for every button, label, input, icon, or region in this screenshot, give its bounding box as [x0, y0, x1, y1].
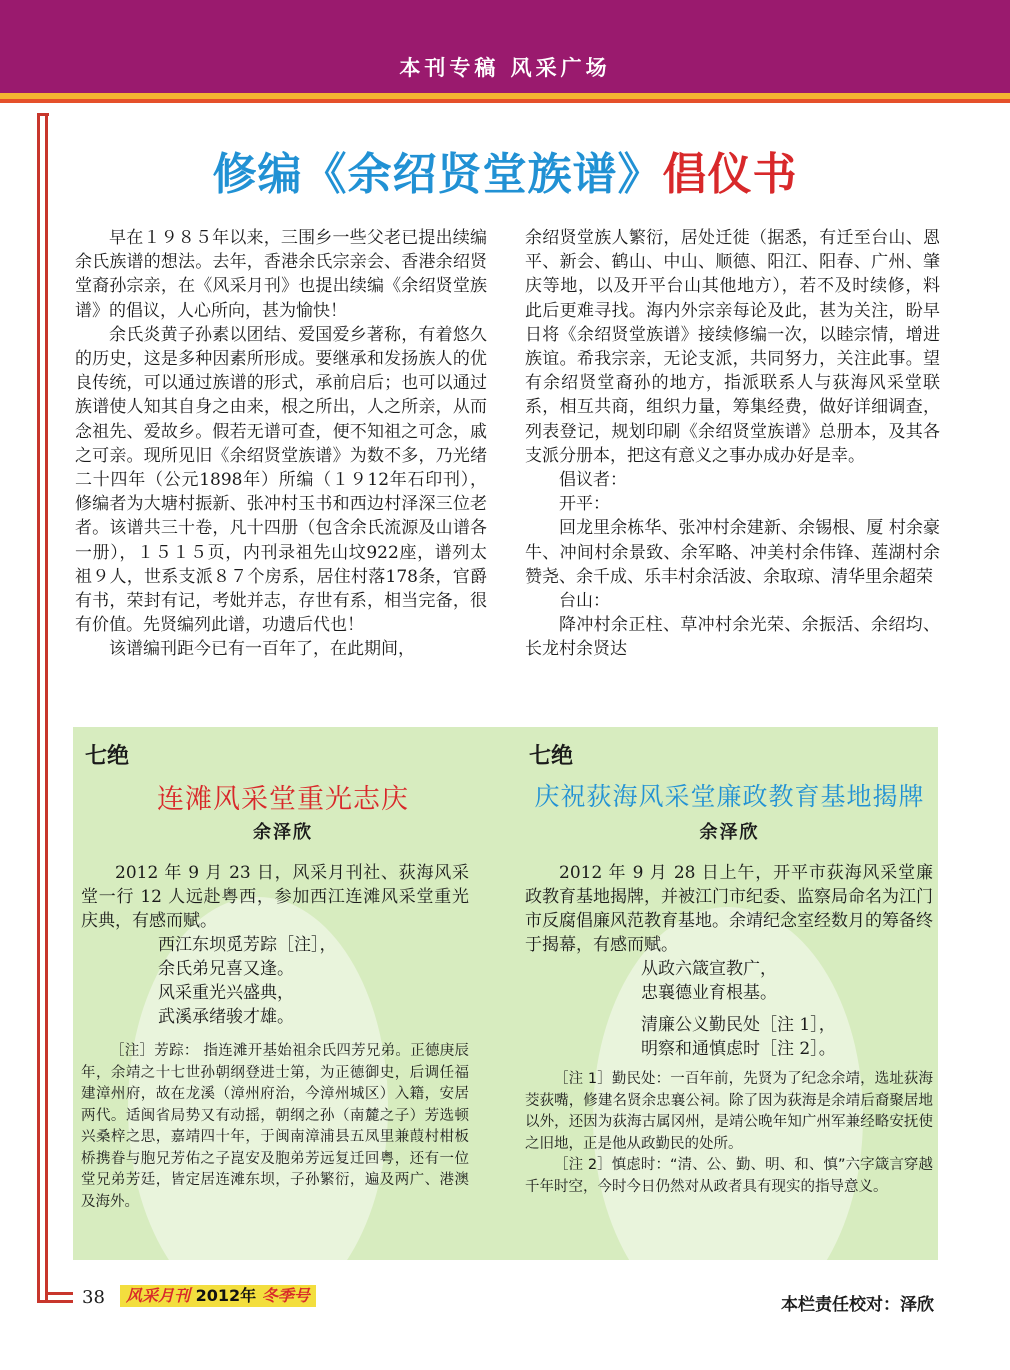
poem-title: 庆祝荻海风采堂廉政教育基地揭牌 [534, 782, 925, 811]
paragraph: 该谱编刊距今已有一百年了，在此期间， [109, 639, 415, 660]
signers-label: 倡议者： [559, 470, 627, 491]
poem-note [81, 1041, 469, 1213]
taishan-names: 降冲村余正柱、草冲村余光荣、余振活、余绍均、长龙村余贤达 [525, 615, 940, 660]
left-bracket-outer [37, 113, 40, 1303]
left-bracket-inner [45, 113, 48, 1303]
verse-line: 清廉公义勤民处［注 1］， [641, 1015, 836, 1035]
poem-author: 余泽欣 [253, 822, 313, 843]
verse-line: 明察和通慎虑时［注 2］。 [641, 1039, 836, 1059]
poem-author: 余泽欣 [699, 822, 760, 843]
magazine-name: 风采月刊 [126, 1286, 191, 1305]
magazine-badge [120, 1285, 316, 1307]
poem-intro-text: 2012 年 9 月 23 日，风采月刊社、荻海风采堂一行 12 人远赴粤西，参加西江连滩风采堂重光庆典，有感而赋。 [81, 863, 469, 931]
kaiping-label: 开平： [559, 494, 610, 515]
poem-intro [525, 861, 933, 957]
poem-type: 七绝 [529, 744, 574, 769]
taishan-label: 台山： [559, 591, 610, 612]
verse-line: 武溪承绪骏才雄。 [158, 1007, 294, 1027]
verse-line: 余氏弟兄喜又逢。 [158, 959, 294, 979]
article-column-left [75, 226, 487, 662]
page-number: 38 [82, 1287, 105, 1308]
paragraph: 余氏炎黄子孙素以团结、爱国爱乡著称，有着悠久的历史，这是多种因素所形成。要继承和发扬族人的优良传统，可以通过族谱的形式，承前启后；也可以通过族谱使人知其自身之由来，根之所出，人之所亲，从而念祖先、爱故乡。假若无谱可查，便不知祖之可念，戚之可亲。现所见旧《余绍贤堂族谱》为数不多，乃光绪二十四年（公元1898年）所编（１９12年石印刊），修编者为大塘村振新、张冲村玉书和西边村泽深三位老者。该谱共三十卷，凡十四册（包含余氏流源及山谱各一册），１５１５页，内刊录祖先山坟922座，谱列太祖９人，世系支派８７个房系，居住村落178条，官爵有书，荣封有记，考妣并志，存世有系，相当完备，很有价值。先贤编列此谱，功遗后代也！ [75, 324, 487, 636]
poem-intro [81, 861, 469, 933]
verse-line: 从政六箴宣教广， [641, 959, 777, 979]
poem-note-text: ［注 2］慎虑时：“清、公、勤、明、和、慎”六字箴言穿越千年时空，今时今日仍然对从政者具有现实的指导意义。 [525, 1157, 933, 1195]
article-column-right [525, 226, 940, 662]
verse-line: 忠襄德业育根基。 [641, 983, 777, 1003]
poem-title: 连滩风采堂重光志庆 [157, 784, 409, 815]
left-bracket-bottom-inner [45, 1292, 73, 1295]
poem-verses [158, 933, 337, 1029]
poem-box [73, 727, 938, 1260]
paragraph: 早在１９８５年以来，三围乡一些父老已提出续编余氏族谱的想法。去年，香港余氏宗亲会、香港余绍贤堂裔孙宗亲，在《风采月刊》也提出续编《余绍贤堂族谱》的倡议，人心所向，甚为愉快！ [75, 228, 487, 321]
section-label: 本刊专稿 风采广场 [399, 56, 611, 80]
poem-note-text: ［注 1］勤民处：一百年前，先贤为了纪念余靖，选址荻海茭荻嘴，修建名贤余忠襄公祠。除了因为荻海是余靖后裔聚居地以外，还因为荻海古属冈州，是靖公晚年知广州军兼经略安抚使之旧地，正是他从政勤民的处所。 [525, 1071, 933, 1152]
poem-type: 七绝 [85, 744, 130, 769]
poem-verses [641, 957, 836, 1061]
article-title [0, 138, 1010, 202]
title-part-red: 倡仪书 [662, 149, 798, 200]
verse-line: 西江东坝觅芳踪［注］， [158, 935, 337, 955]
poem-intro-text: 2012 年 9 月 28 日上午，开平市荻海风采堂廉政教育基地揭牌，并被江门市纪委、监察局命名为江门市反腐倡廉风范教育基地。余靖纪念室经数月的筹备终于揭幕，有感而赋。 [525, 863, 933, 955]
proofreader-credit: 本栏责任校对：泽欣 [781, 1295, 934, 1315]
kaiping-names: 回龙里余栋华、张冲村余建新、余锡根、厦 村余豪牛、冲间村余景致、余军略、冲美村余伟锋、莲湖村余赞尧、余千成、乐丰村余活波、余取琼、清华里余超荣 [525, 518, 940, 587]
verse-line: 风采重光兴盛典， [158, 983, 294, 1003]
title-part-blue: 修编《余绍贤堂族谱》 [212, 149, 663, 200]
magazine-issue: 冬季号 [261, 1286, 310, 1305]
poem-notes [525, 1069, 933, 1198]
poem-note-text: ［注］芳踪： 指连滩开基始祖余氏四芳兄弟。正德庚辰年，余靖之十七世孙朝纲登进士第，为正德御史，后调任福建漳州府，故在龙溪（漳州府治，今漳州城区）入籍，安居两代。适闽省局势又有动摇，朝纲之孙（南麓之子）芳选顿兴桑梓之思，嘉靖四十年，于闽南漳浦县五凤里兼葭村柑板桥携眷与胞兄芳佑之子崑安及胞弟芳远复迁回粤，还有一位堂兄弟芳廷，皆定居连滩东坝，子孙繁衍，遍及两广、港澳及海外。 [81, 1043, 469, 1210]
left-bracket-top [37, 113, 49, 116]
header-stripe-orange [0, 99, 1010, 103]
magazine-year: 2012年 [195, 1286, 257, 1305]
left-bracket-bottom-outer [37, 1300, 73, 1303]
paragraph-continued: 余绍贤堂族人繁衍，居处迁徙（据悉，有迁至台山、恩平、新会、鹤山、中山、顺德、阳江、阳春、广州、肇庆等地，以及开平台山其他地方），若不及时续修，料此后更难寻找。海内外宗亲每论及此，甚为关注，盼早日将《余绍贤堂族谱》接续修编一次，以睦宗情，增进族谊。希我宗亲，无论支派，共同努力，关注此事。望有余绍贤堂裔孙的地方，指派联系人与荻海风采堂联系，相互共商，组织力量，筹集经费，做好详细调查，列表登记，规划印刷《余绍贤堂族谱》总册本，及其各支派分册本，把这有意义之事办成办好是幸。 [525, 228, 940, 466]
